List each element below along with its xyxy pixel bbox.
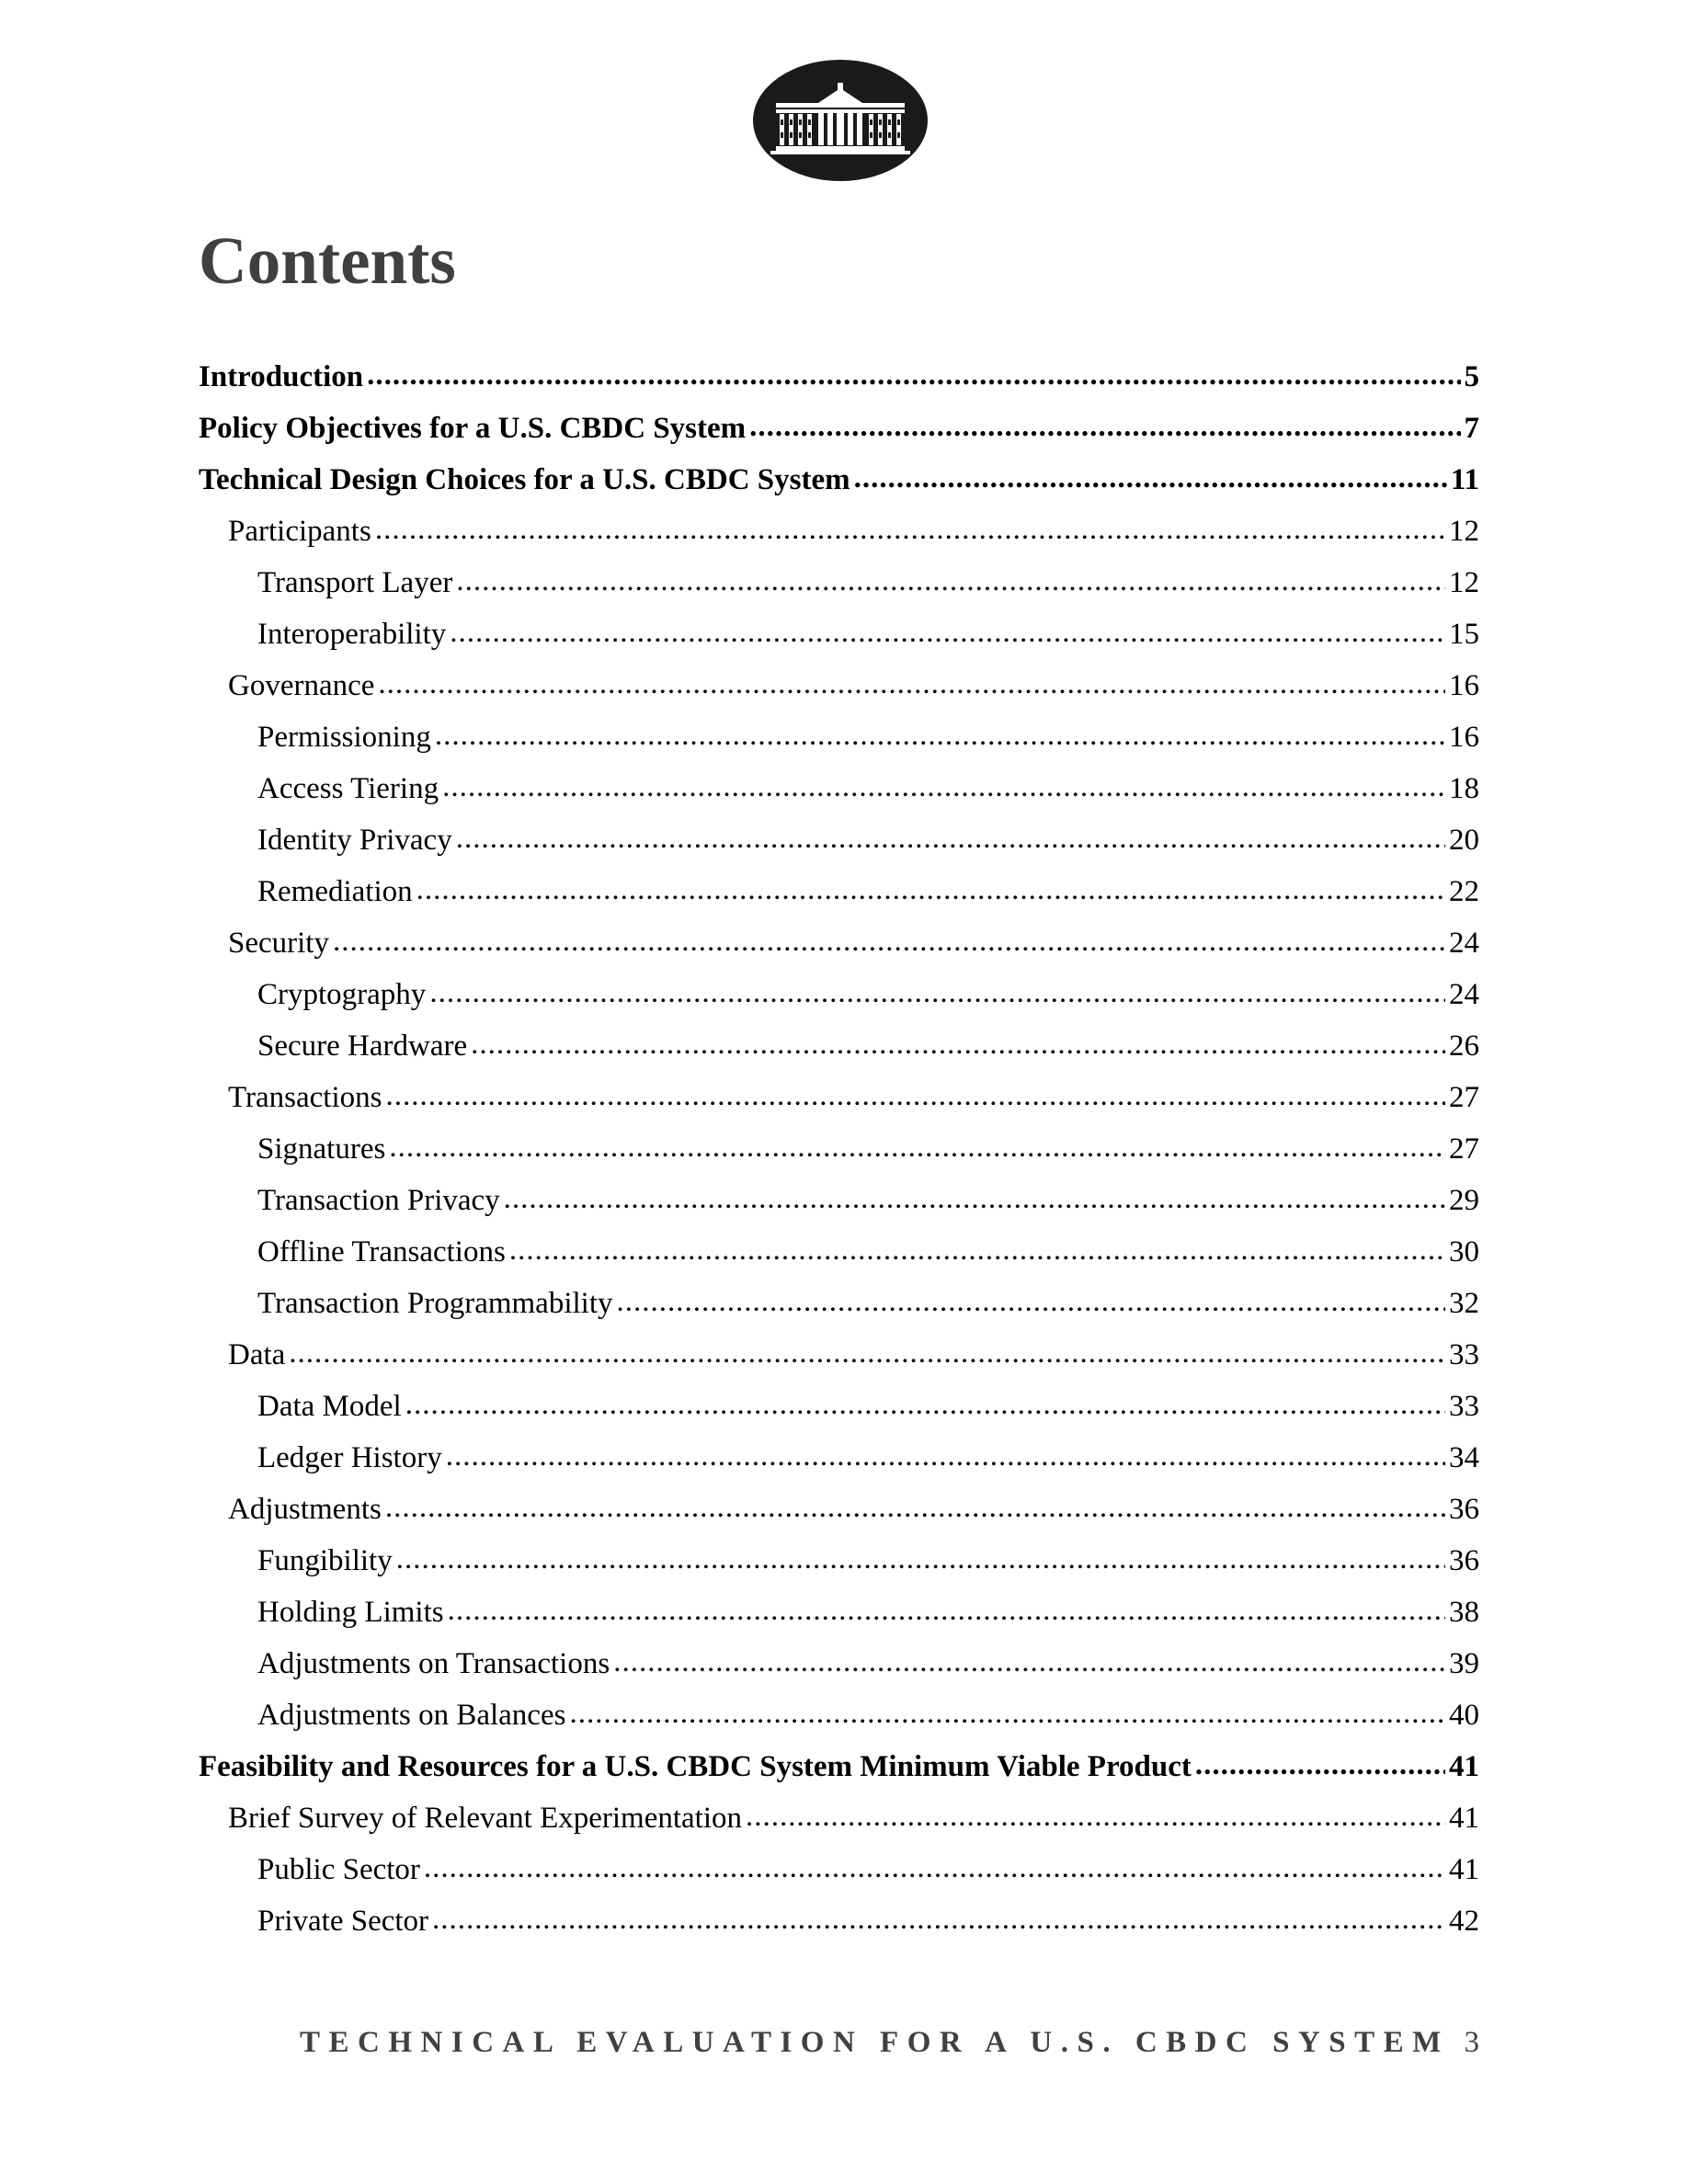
page-footer — [300, 2028, 1479, 2058]
dot-leader — [456, 569, 1445, 597]
toc-entry-page: 39 — [1449, 1646, 1479, 1680]
dot-leader — [854, 466, 1447, 494]
toc-entry-label: Secure Hardware — [257, 1029, 468, 1063]
toc-entry-label: Signatures — [257, 1132, 386, 1166]
toc-entry[interactable] — [199, 1535, 1479, 1587]
footer-title: TECHNICAL EVALUATION FOR A U.S. CBDC SYSTEM — [300, 2026, 1450, 2059]
toc-entry-label: Data Model — [257, 1389, 402, 1423]
dot-leader — [509, 1238, 1445, 1266]
toc-entry-label: Offline Transactions — [257, 1234, 506, 1268]
toc-entry-label: Brief Survey of Relevant Experimentation — [228, 1801, 743, 1835]
toc-entry-page: 5 — [1464, 359, 1479, 393]
toc-entry-label: Adjustments on Balances — [257, 1698, 566, 1732]
toc-entry[interactable] — [199, 403, 1479, 454]
dot-leader — [446, 1444, 1445, 1472]
toc-entry[interactable] — [199, 1844, 1479, 1895]
toc-entry-label: Remediation — [257, 874, 413, 908]
toc-entry-label: Holding Limits — [257, 1595, 444, 1629]
table-of-contents — [199, 351, 1479, 1947]
toc-entry[interactable] — [199, 1895, 1479, 1947]
toc-entry-page: 7 — [1464, 411, 1479, 445]
dot-leader — [749, 415, 1460, 442]
dot-leader — [450, 620, 1445, 648]
dot-leader — [504, 1187, 1445, 1214]
toc-entry-label: Transaction Programmability — [257, 1286, 613, 1320]
toc-entry[interactable] — [199, 1020, 1479, 1072]
dot-leader — [613, 1650, 1445, 1678]
toc-entry-page: 36 — [1449, 1543, 1479, 1577]
toc-entry[interactable] — [199, 1278, 1479, 1329]
dot-leader — [416, 878, 1445, 905]
toc-entry-label: Governance — [228, 668, 375, 702]
toc-entry-page: 42 — [1449, 1904, 1479, 1938]
toc-entry-page: 36 — [1449, 1492, 1479, 1526]
toc-entry-page: 12 — [1449, 565, 1479, 599]
dot-leader — [442, 775, 1445, 802]
dot-leader — [389, 1135, 1445, 1163]
dot-leader — [471, 1032, 1445, 1060]
toc-entry-label: Public Sector — [257, 1852, 420, 1886]
toc-entry-label: Introduction — [199, 359, 364, 393]
toc-entry-page: 20 — [1449, 823, 1479, 857]
toc-entry-page: 22 — [1449, 874, 1479, 908]
toc-entry[interactable] — [199, 917, 1479, 969]
dot-leader — [333, 929, 1445, 957]
toc-entry-page: 33 — [1449, 1337, 1479, 1371]
dot-leader — [1195, 1753, 1445, 1780]
dot-leader — [429, 981, 1445, 1008]
toc-entry[interactable] — [199, 1072, 1479, 1123]
toc-entry-page: 27 — [1449, 1132, 1479, 1166]
toc-entry-page: 41 — [1449, 1852, 1479, 1886]
toc-entry[interactable] — [199, 557, 1479, 609]
toc-entry[interactable] — [199, 1484, 1479, 1535]
toc-entry-page: 11 — [1450, 462, 1479, 496]
dot-leader — [405, 1393, 1445, 1420]
toc-entry[interactable] — [199, 506, 1479, 557]
dot-leader — [435, 723, 1445, 751]
toc-entry-page: 12 — [1449, 514, 1479, 548]
toc-entry-label: Adjustments — [228, 1492, 382, 1526]
toc-entry-page: 33 — [1449, 1389, 1479, 1423]
dot-leader — [456, 826, 1445, 854]
toc-entry[interactable] — [199, 866, 1479, 917]
toc-entry[interactable] — [199, 351, 1479, 403]
toc-entry-page: 34 — [1449, 1440, 1479, 1474]
dot-leader — [385, 1496, 1445, 1523]
toc-entry[interactable] — [199, 1689, 1479, 1741]
dot-leader — [569, 1701, 1445, 1729]
toc-entry[interactable] — [199, 660, 1479, 711]
dot-leader — [367, 363, 1460, 391]
toc-entry[interactable] — [199, 1792, 1479, 1844]
toc-entry-label: Interoperability — [257, 617, 447, 651]
toc-entry-label: Permissioning — [257, 720, 431, 754]
toc-entry-label: Security — [228, 926, 329, 960]
dot-leader — [746, 1804, 1445, 1832]
toc-entry-label: Feasibility and Resources for a U.S. CBDC System Minimum Viable Product — [199, 1749, 1192, 1783]
toc-entry-label: Ledger History — [257, 1440, 442, 1474]
white-house-seal-icon — [752, 59, 929, 182]
toc-entry-page: 40 — [1449, 1698, 1479, 1732]
toc-entry-label: Data — [228, 1337, 286, 1371]
dot-leader — [375, 518, 1445, 545]
toc-entry[interactable] — [199, 711, 1479, 763]
toc-entry-label: Policy Objectives for a U.S. CBDC System — [199, 411, 747, 445]
toc-entry-page: 18 — [1449, 771, 1479, 805]
toc-entry[interactable] — [199, 1741, 1479, 1792]
toc-entry-page: 24 — [1449, 977, 1479, 1011]
toc-entry-page: 41 — [1449, 1801, 1479, 1835]
toc-entry-page: 38 — [1449, 1595, 1479, 1629]
toc-entry-page: 15 — [1449, 617, 1479, 651]
toc-entry-label: Identity Privacy — [257, 823, 452, 857]
toc-entry-page: 32 — [1449, 1286, 1479, 1320]
dot-leader — [289, 1341, 1445, 1369]
toc-entry-label: Private Sector — [257, 1904, 429, 1938]
toc-entry[interactable] — [199, 609, 1479, 660]
dot-leader — [617, 1290, 1446, 1317]
toc-entry-page: 24 — [1449, 926, 1479, 960]
toc-entry-page: 29 — [1449, 1183, 1479, 1217]
toc-entry[interactable] — [199, 1329, 1479, 1381]
toc-entry-label: Adjustments on Transactions — [257, 1646, 610, 1680]
toc-entry[interactable] — [199, 763, 1479, 814]
dot-leader — [448, 1598, 1445, 1626]
toc-entry-label: Transport Layer — [257, 565, 453, 599]
toc-entry-label: Technical Design Choices for a U.S. CBDC System — [199, 462, 850, 496]
toc-entry-label: Participants — [228, 514, 371, 548]
toc-entry-label: Access Tiering — [257, 771, 439, 805]
toc-entry-label: Cryptography — [257, 977, 427, 1011]
toc-entry-page: 16 — [1449, 668, 1479, 702]
dot-leader — [396, 1547, 1445, 1575]
dot-leader — [378, 672, 1445, 700]
toc-entry[interactable] — [199, 1381, 1479, 1432]
toc-entry-label: Transaction Privacy — [257, 1183, 500, 1217]
toc-entry-label: Fungibility — [257, 1543, 393, 1577]
toc-entry[interactable] — [199, 1123, 1479, 1175]
toc-entry[interactable] — [199, 814, 1479, 866]
toc-entry[interactable] — [199, 1226, 1479, 1278]
page-number: 3 — [1464, 2026, 1479, 2059]
toc-entry-label: Transactions — [228, 1080, 382, 1114]
toc-entry-page: 30 — [1449, 1234, 1479, 1268]
toc-entry-page: 27 — [1449, 1080, 1479, 1114]
toc-entry[interactable] — [199, 1587, 1479, 1638]
toc-entry[interactable] — [199, 1432, 1479, 1484]
page-title: Contents — [199, 223, 456, 298]
toc-entry[interactable] — [199, 969, 1479, 1020]
dot-leader — [385, 1084, 1445, 1111]
toc-entry-page: 41 — [1449, 1749, 1479, 1783]
toc-entry-page: 26 — [1449, 1029, 1479, 1063]
dot-leader — [432, 1907, 1445, 1935]
toc-entry-page: 16 — [1449, 720, 1479, 754]
toc-entry[interactable] — [199, 1638, 1479, 1689]
dot-leader — [424, 1856, 1445, 1883]
toc-entry[interactable] — [199, 1175, 1479, 1226]
toc-entry[interactable] — [199, 454, 1479, 506]
